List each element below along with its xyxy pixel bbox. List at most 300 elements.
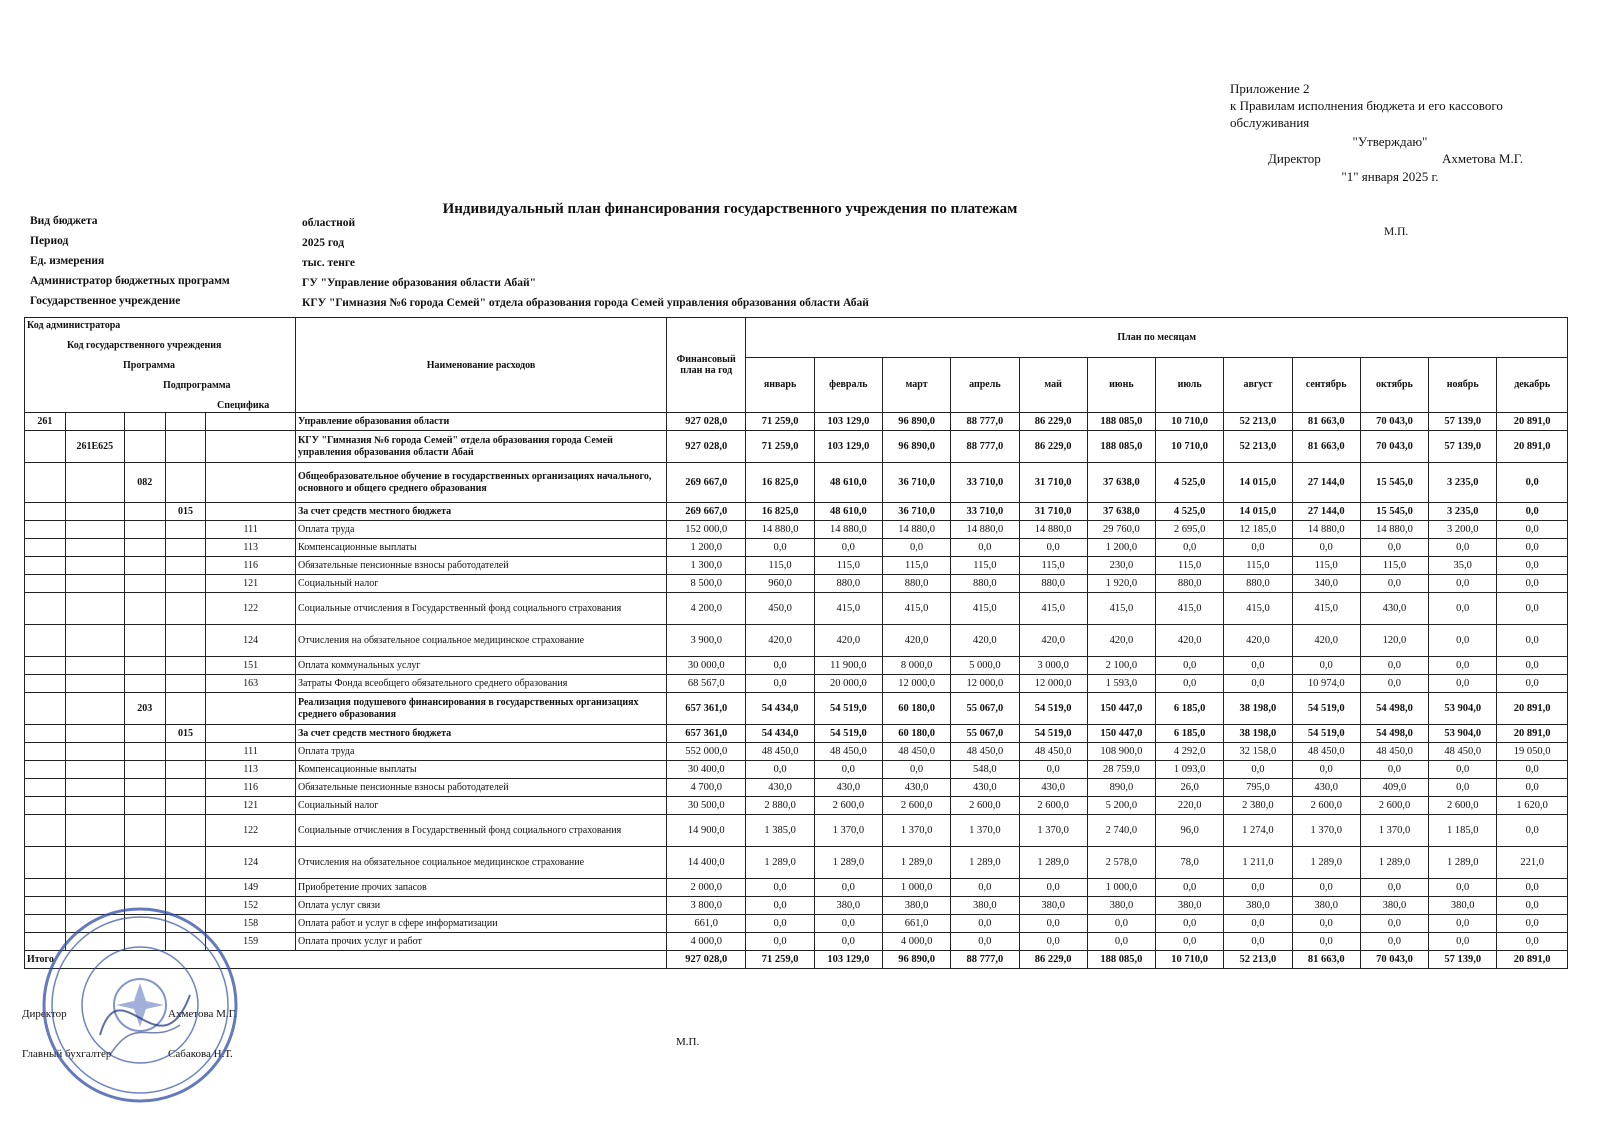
meta-key: Вид бюджета: [30, 215, 98, 227]
month-header: август: [1224, 357, 1292, 412]
month-value: 420,0: [746, 625, 814, 657]
month-value: 0,0: [1292, 761, 1360, 779]
code-cell: 113: [206, 539, 296, 557]
month-value: 0,0: [1292, 539, 1360, 557]
month-value: 420,0: [1019, 625, 1087, 657]
month-value: 16 825,0: [746, 463, 814, 503]
code-cell: [165, 593, 206, 625]
month-value: 55 067,0: [951, 693, 1019, 725]
code-cell: [25, 693, 66, 725]
code-cell: [65, 413, 124, 431]
expense-name: Компенсационные выплаты: [296, 761, 667, 779]
month-value: 10 974,0: [1292, 675, 1360, 693]
month-value: 0,0: [1292, 915, 1360, 933]
month-value: 0,0: [1497, 815, 1568, 847]
total-month-value: 86 229,0: [1019, 951, 1087, 969]
month-value: 0,0: [1497, 575, 1568, 593]
month-value: 420,0: [1087, 625, 1155, 657]
expense-name: Отчисления на обязательное социальное медицинское страхование: [296, 625, 667, 657]
month-value: 54 519,0: [1292, 725, 1360, 743]
month-value: 70 043,0: [1360, 413, 1428, 431]
month-value: 3 000,0: [1019, 657, 1087, 675]
month-value: 115,0: [746, 557, 814, 575]
month-value: 1 211,0: [1224, 847, 1292, 879]
month-value: 380,0: [1087, 897, 1155, 915]
code-cell: [165, 657, 206, 675]
month-value: 795,0: [1224, 779, 1292, 797]
code-cell: [65, 879, 124, 897]
month-value: 53 904,0: [1429, 693, 1497, 725]
month-value: 380,0: [951, 897, 1019, 915]
month-value: 0,0: [1429, 915, 1497, 933]
code-cell: [25, 675, 66, 693]
code-cell: [165, 693, 206, 725]
total-month-value: 96 890,0: [882, 951, 950, 969]
month-value: 548,0: [951, 761, 1019, 779]
month-value: 32 158,0: [1224, 743, 1292, 761]
code-cell: [124, 779, 165, 797]
month-value: 0,0: [1224, 933, 1292, 951]
month-value: 0,0: [1360, 539, 1428, 557]
month-value: 2 600,0: [814, 797, 882, 815]
code-cell: [65, 693, 124, 725]
annual-value: 2 000,0: [666, 879, 745, 897]
month-value: 880,0: [882, 575, 950, 593]
month-value: 0,0: [1156, 879, 1224, 897]
code-cell: [165, 463, 206, 503]
month-value: 415,0: [882, 593, 950, 625]
month-value: 0,0: [1224, 879, 1292, 897]
meta-key: Период: [30, 235, 69, 247]
month-value: 88 777,0: [951, 431, 1019, 463]
month-value: 415,0: [1087, 593, 1155, 625]
month-value: 0,0: [746, 657, 814, 675]
code-cell: [165, 847, 206, 879]
month-value: 0,0: [1019, 915, 1087, 933]
month-value: 33 710,0: [951, 503, 1019, 521]
name-header: Наименование расходов: [296, 318, 667, 413]
month-header: март: [882, 357, 950, 412]
month-value: 880,0: [814, 575, 882, 593]
month-value: 54 519,0: [1019, 693, 1087, 725]
month-value: 11 900,0: [814, 657, 882, 675]
table-row: [25, 431, 1568, 463]
code-cell: [65, 743, 124, 761]
table-row: [25, 539, 1568, 557]
month-value: 0,0: [1497, 915, 1568, 933]
code-cell: [65, 779, 124, 797]
month-value: 115,0: [882, 557, 950, 575]
month-value: 6 185,0: [1156, 725, 1224, 743]
code-cell: [206, 725, 296, 743]
month-value: 0,0: [1429, 593, 1497, 625]
month-value: 1 093,0: [1156, 761, 1224, 779]
month-value: 0,0: [746, 933, 814, 951]
month-value: 420,0: [951, 625, 1019, 657]
expense-name: Социальный налог: [296, 575, 667, 593]
month-value: 48 450,0: [1019, 743, 1087, 761]
code-admin-header: Код администратора: [27, 320, 121, 331]
code-cell: 261: [25, 413, 66, 431]
month-value: 2 100,0: [1087, 657, 1155, 675]
table-row: [25, 725, 1568, 743]
expense-name: Оплата прочих услуг и работ: [296, 933, 667, 951]
program-header: Программа: [123, 360, 175, 371]
month-value: 880,0: [1224, 575, 1292, 593]
month-value: 380,0: [814, 897, 882, 915]
month-value: 4 525,0: [1156, 463, 1224, 503]
code-cell: [206, 413, 296, 431]
month-value: 54 498,0: [1360, 725, 1428, 743]
code-cell: [124, 557, 165, 575]
code-cell: 158: [206, 915, 296, 933]
code-cell: 152: [206, 897, 296, 915]
code-cell: [165, 761, 206, 779]
code-cell: [25, 657, 66, 675]
month-value: 1 920,0: [1087, 575, 1155, 593]
expense-name: Обязательные пенсионные взносы работодателей: [296, 779, 667, 797]
month-value: 1 370,0: [951, 815, 1019, 847]
month-header: июль: [1156, 357, 1224, 412]
month-value: 0,0: [1224, 915, 1292, 933]
month-value: 48 450,0: [951, 743, 1019, 761]
code-cell: [165, 521, 206, 539]
code-cell: [25, 625, 66, 657]
month-value: 0,0: [1156, 539, 1224, 557]
month-value: 1 289,0: [814, 847, 882, 879]
month-header: сентябрь: [1292, 357, 1360, 412]
annual-value: 661,0: [666, 915, 745, 933]
month-value: 0,0: [951, 915, 1019, 933]
month-value: 81 663,0: [1292, 431, 1360, 463]
month-value: 415,0: [1292, 593, 1360, 625]
code-cell: [124, 413, 165, 431]
code-cell: [25, 797, 66, 815]
expense-name: Приобретение прочих запасов: [296, 879, 667, 897]
expense-name: Общеобразовательное обучение в государственных организациях начального, основного и общего среднего образования: [296, 463, 667, 503]
expense-name: Оплата работ и услуг в сфере информатизации: [296, 915, 667, 933]
month-value: 10 710,0: [1156, 431, 1224, 463]
footer-accountant-name: Сабакова Н.Т.: [168, 1048, 233, 1060]
month-header: октябрь: [1360, 357, 1428, 412]
month-value: 86 229,0: [1019, 431, 1087, 463]
month-value: 14 880,0: [814, 521, 882, 539]
expense-name: Компенсационные выплаты: [296, 539, 667, 557]
meta-value: областной: [302, 217, 356, 229]
month-value: 0,0: [1497, 657, 1568, 675]
month-value: 340,0: [1292, 575, 1360, 593]
month-value: 1 289,0: [951, 847, 1019, 879]
table-row: [25, 915, 1568, 933]
table-row: [25, 779, 1568, 797]
month-value: 29 760,0: [1087, 521, 1155, 539]
code-cell: [65, 521, 124, 539]
month-value: 0,0: [1497, 897, 1568, 915]
annual-value: 14 400,0: [666, 847, 745, 879]
code-header: [25, 318, 296, 413]
month-value: 2 600,0: [1429, 797, 1497, 815]
meta-value: ГУ "Управление образования области Абай": [302, 277, 537, 289]
month-value: 2 880,0: [746, 797, 814, 815]
code-cell: [25, 503, 66, 521]
month-value: 96 890,0: [882, 413, 950, 431]
month-value: 150 447,0: [1087, 725, 1155, 743]
month-value: 960,0: [746, 575, 814, 593]
month-value: 33 710,0: [951, 463, 1019, 503]
code-cell: 124: [206, 625, 296, 657]
month-value: 1 370,0: [814, 815, 882, 847]
code-cell: 122: [206, 593, 296, 625]
specifics-header: Специфика: [217, 400, 270, 411]
table-row: [25, 675, 1568, 693]
month-value: 20 891,0: [1497, 725, 1568, 743]
month-value: 0,0: [814, 539, 882, 557]
month-value: 0,0: [1497, 503, 1568, 521]
code-inst-header: Код государственного учреждения: [67, 340, 222, 351]
total-month-value: 188 085,0: [1087, 951, 1155, 969]
month-value: 0,0: [746, 915, 814, 933]
total-month-value: 70 043,0: [1360, 951, 1428, 969]
month-value: 71 259,0: [746, 413, 814, 431]
month-value: 60 180,0: [882, 725, 950, 743]
total-month-value: 71 259,0: [746, 951, 814, 969]
month-value: 380,0: [1156, 897, 1224, 915]
annual-header: Финансовый план на год: [666, 318, 745, 413]
month-value: 0,0: [1497, 539, 1568, 557]
month-value: 420,0: [1224, 625, 1292, 657]
code-cell: 116: [206, 779, 296, 797]
annual-value: 14 900,0: [666, 815, 745, 847]
month-value: 415,0: [1224, 593, 1292, 625]
expense-name: Социальные отчисления в Государственный фонд социального страхования: [296, 815, 667, 847]
footer-director-name: Ахметова М.Г.: [168, 1008, 237, 1020]
month-value: 36 710,0: [882, 503, 950, 521]
month-value: 10 710,0: [1156, 413, 1224, 431]
code-cell: [25, 463, 66, 503]
month-value: 0,0: [1019, 539, 1087, 557]
code-cell: [65, 557, 124, 575]
month-value: 0,0: [1360, 933, 1428, 951]
month-value: 52 213,0: [1224, 431, 1292, 463]
month-value: 230,0: [1087, 557, 1155, 575]
annual-value: 3 800,0: [666, 897, 745, 915]
month-value: 15 545,0: [1360, 463, 1428, 503]
month-value: 661,0: [882, 915, 950, 933]
month-value: 14 880,0: [951, 521, 1019, 539]
month-value: 1 000,0: [1087, 879, 1155, 897]
month-value: 54 434,0: [746, 725, 814, 743]
month-value: 415,0: [951, 593, 1019, 625]
month-value: 0,0: [746, 675, 814, 693]
month-value: 0,0: [1497, 557, 1568, 575]
month-value: 12 000,0: [882, 675, 950, 693]
month-value: 415,0: [1156, 593, 1224, 625]
code-cell: [65, 503, 124, 521]
month-value: 0,0: [1156, 915, 1224, 933]
month-value: 188 085,0: [1087, 431, 1155, 463]
total-row: [25, 951, 1568, 969]
code-cell: [25, 593, 66, 625]
month-value: 0,0: [1429, 575, 1497, 593]
month-value: 0,0: [1497, 625, 1568, 657]
month-header: декабрь: [1497, 357, 1568, 412]
month-value: 1 289,0: [1019, 847, 1087, 879]
code-cell: [165, 815, 206, 847]
month-value: 0,0: [1497, 593, 1568, 625]
code-cell: [124, 879, 165, 897]
month-value: 0,0: [1360, 915, 1428, 933]
month-value: 0,0: [814, 761, 882, 779]
code-cell: 261Е625: [65, 431, 124, 463]
month-value: 4 292,0: [1156, 743, 1224, 761]
stamp-place-top: М.П.: [1384, 226, 1409, 238]
month-value: 0,0: [1019, 933, 1087, 951]
month-value: 1 289,0: [746, 847, 814, 879]
month-value: 37 638,0: [1087, 463, 1155, 503]
code-cell: 159: [206, 933, 296, 951]
month-value: 0,0: [746, 897, 814, 915]
annual-value: 4 700,0: [666, 779, 745, 797]
page-title: Индивидуальный план финансирования государственного учреждения по платежам: [442, 201, 1018, 217]
month-value: 880,0: [951, 575, 1019, 593]
approve-label: "Утверждаю": [1352, 134, 1428, 149]
total-month-value: 20 891,0: [1497, 951, 1568, 969]
month-value: 2 600,0: [1360, 797, 1428, 815]
annual-value: 4 000,0: [666, 933, 745, 951]
code-cell: [124, 625, 165, 657]
month-value: 2 380,0: [1224, 797, 1292, 815]
expense-name: Социальный налог: [296, 797, 667, 815]
annual-value: 1 300,0: [666, 557, 745, 575]
month-value: 380,0: [1429, 897, 1497, 915]
month-value: 48 610,0: [814, 503, 882, 521]
month-value: 450,0: [746, 593, 814, 625]
table-row: [25, 897, 1568, 915]
month-value: 0,0: [814, 933, 882, 951]
approver-name: Ахметова М.Г.: [1442, 151, 1523, 166]
code-cell: [124, 521, 165, 539]
code-cell: [206, 431, 296, 463]
meta-key: Администратор бюджетных программ: [30, 275, 230, 287]
code-cell: [124, 575, 165, 593]
month-value: 0,0: [1429, 779, 1497, 797]
month-value: 430,0: [814, 779, 882, 797]
month-value: 115,0: [951, 557, 1019, 575]
month-value: 890,0: [1087, 779, 1155, 797]
code-cell: 124: [206, 847, 296, 879]
table-row: [25, 521, 1568, 539]
code-cell: [65, 575, 124, 593]
monthly-header: План по месяцам: [746, 318, 1568, 358]
month-value: 0,0: [746, 879, 814, 897]
month-value: 14 015,0: [1224, 463, 1292, 503]
code-cell: [124, 657, 165, 675]
month-value: 0,0: [1497, 521, 1568, 539]
month-value: 430,0: [882, 779, 950, 797]
annual-value: 552 000,0: [666, 743, 745, 761]
month-value: 55 067,0: [951, 725, 1019, 743]
month-value: 1 289,0: [1429, 847, 1497, 879]
code-cell: [65, 657, 124, 675]
table-row: [25, 815, 1568, 847]
month-value: 88 777,0: [951, 413, 1019, 431]
month-value: 0,0: [1497, 675, 1568, 693]
month-value: 35,0: [1429, 557, 1497, 575]
appendix-rules: к Правилам исполнения бюджета и его кассового обслуживания: [1230, 98, 1503, 130]
month-value: 1 370,0: [882, 815, 950, 847]
code-cell: [165, 797, 206, 815]
month-value: 14 880,0: [1019, 521, 1087, 539]
month-value: 2 740,0: [1087, 815, 1155, 847]
month-value: 0,0: [1224, 539, 1292, 557]
code-cell: [65, 847, 124, 879]
total-month-value: 10 710,0: [1156, 951, 1224, 969]
month-value: 115,0: [1156, 557, 1224, 575]
month-value: 1 000,0: [882, 879, 950, 897]
month-value: 0,0: [746, 761, 814, 779]
expense-name: Затраты Фонда всеобщего обязательного среднего образования: [296, 675, 667, 693]
total-month-value: 52 213,0: [1224, 951, 1292, 969]
month-value: 5 200,0: [1087, 797, 1155, 815]
annual-value: 1 200,0: [666, 539, 745, 557]
code-cell: [65, 675, 124, 693]
code-cell: [124, 815, 165, 847]
month-value: 14 880,0: [1292, 521, 1360, 539]
annual-value: 30 000,0: [666, 657, 745, 675]
expense-name: Управление образования области: [296, 413, 667, 431]
month-value: 1 274,0: [1224, 815, 1292, 847]
table-row: [25, 463, 1568, 503]
month-value: 27 144,0: [1292, 503, 1360, 521]
code-cell: [65, 539, 124, 557]
month-value: 1 289,0: [882, 847, 950, 879]
code-cell: [165, 675, 206, 693]
total-month-value: 57 139,0: [1429, 951, 1497, 969]
code-cell: [124, 761, 165, 779]
code-cell: [165, 413, 206, 431]
code-cell: [65, 725, 124, 743]
month-value: 0,0: [1360, 675, 1428, 693]
month-value: 1 185,0: [1429, 815, 1497, 847]
table-row: [25, 693, 1568, 725]
code-cell: 015: [165, 725, 206, 743]
approval-date: "1" января 2025 г.: [1341, 169, 1439, 184]
month-value: 96 890,0: [882, 431, 950, 463]
financing-plan-table: [24, 317, 1568, 969]
month-value: 71 259,0: [746, 431, 814, 463]
total-annual: 927 028,0: [666, 951, 745, 969]
month-value: 380,0: [882, 897, 950, 915]
code-cell: 111: [206, 521, 296, 539]
month-value: 420,0: [1156, 625, 1224, 657]
month-value: 0,0: [1497, 879, 1568, 897]
month-value: 0,0: [1292, 933, 1360, 951]
month-value: 4 000,0: [882, 933, 950, 951]
subprogram-header: Подпрограмма: [163, 380, 231, 391]
code-cell: [25, 575, 66, 593]
table-row: [25, 847, 1568, 879]
annual-value: 30 500,0: [666, 797, 745, 815]
code-cell: [65, 593, 124, 625]
month-value: 14 880,0: [882, 521, 950, 539]
month-header: апрель: [951, 357, 1019, 412]
annual-value: 927 028,0: [666, 413, 745, 431]
expense-name: Оплата услуг связи: [296, 897, 667, 915]
code-cell: [25, 521, 66, 539]
code-cell: [165, 575, 206, 593]
month-value: 420,0: [1292, 625, 1360, 657]
month-value: 3 235,0: [1429, 503, 1497, 521]
